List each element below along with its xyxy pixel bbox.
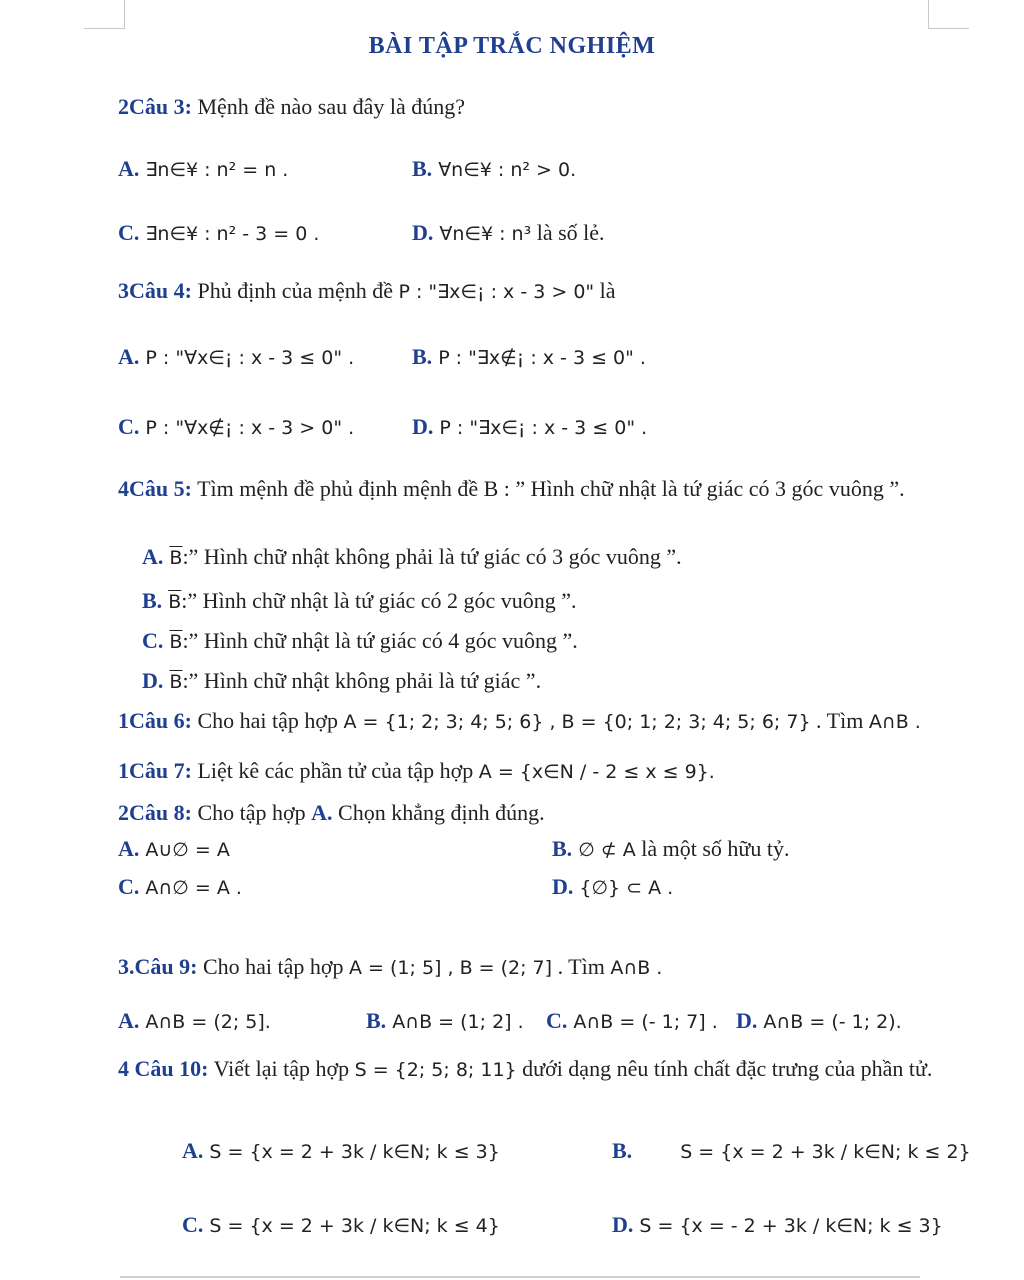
question-6-number: 1Câu 6: [118,708,192,733]
q3-option-d-text: là số lẻ. [536,220,605,245]
option-label: B. [412,344,433,369]
page-bottom-rule [120,1276,920,1278]
option-label: C. [546,1008,568,1033]
question-10-math: S = {2; 5; 8; 11} [354,1059,517,1081]
crop-mark-right [928,0,969,29]
option-label: D. [736,1008,758,1033]
question-4-tail: là [599,278,616,303]
q10-option-c-text: S = {x = 2 + 3k / k∈N; k ≤ 4} [209,1215,500,1237]
q3-option-a-text: ∃n∈¥ : n² = n . [145,159,289,181]
question-9 [118,956,662,978]
q9-option-b-text: A∩B = (1; 2] . [392,1011,524,1033]
question-6-text: Cho hai tập hợp [197,708,339,733]
q9-option-b [366,1010,524,1032]
question-4-number: 3Câu 4: [118,278,192,303]
question-4 [118,280,616,302]
q3-option-c [118,222,319,244]
option-label: A. [182,1138,204,1163]
q4-option-a-text: P : "∀x∈¡ : x - 3 ≤ 0" . [145,347,355,369]
q5-option-b [142,590,577,612]
q4-option-c-text: P : "∀x∉¡ : x - 3 > 0" . [145,417,355,439]
q10-option-d [612,1214,943,1236]
question-4-math: P : "∃x∈¡ : x - 3 > 0" [398,281,595,303]
option-label: C. [118,220,140,245]
q10-option-d-text: S = {x = - 2 + 3k / k∈N; k ≤ 3} [639,1215,943,1237]
question-6-tail: . Tìm [816,708,864,733]
b-bar-symbol: $\overline{B}$ [169,547,183,569]
question-7-text: Liệt kê các phần tử của tập hợp [197,758,474,783]
q9-option-c-text: A∩B = (- 1; 7] . [573,1011,718,1033]
option-label: B. [552,836,573,861]
question-3 [118,96,465,118]
q5-option-c-text: :” Hình chữ nhật là tứ giác có 4 góc vuông ”. [182,628,578,653]
option-label: D. [552,874,574,899]
q4-option-b [412,346,646,368]
b-bar-symbol: $\overline{B}$ [169,671,183,693]
q8-option-a-text: A∪∅ = A [145,839,230,861]
q8-option-b [552,838,789,860]
option-label: B. [142,588,163,613]
question-10-number: 4 Câu 10: [118,1056,209,1081]
question-3-text: Mệnh đề nào sau đây là đúng? [197,94,466,119]
question-8-text: Cho tập hợp [197,800,306,825]
question-6-tail-math: A∩B . [868,711,921,733]
q5-option-d [142,670,541,692]
q4-option-d-text: P : "∃x∈¡ : x - 3 ≤ 0" . [439,417,648,439]
question-7 [118,760,715,782]
q9-option-d [736,1010,902,1032]
question-9-number: 3.Câu 9: [118,954,198,979]
q9-option-a-text: A∩B = (2; 5]. [145,1011,271,1033]
q10-option-b [612,1140,971,1162]
question-6 [118,710,921,732]
q10-option-c [182,1214,500,1236]
option-label: D. [612,1212,634,1237]
q5-option-d-text: :” Hình chữ nhật không phải là tứ giác ”. [182,668,542,693]
q4-option-d [412,416,647,438]
question-8 [118,802,545,824]
q10-option-b-text: S = {x = 2 + 3k / k∈N; k ≤ 2} [680,1141,971,1163]
page-title: BÀI TẬP TRẮC NGHIỆM [368,33,656,59]
option-label: D. [412,414,434,439]
question-5-number: 4Câu 5: [118,476,192,501]
option-label: D. [142,668,164,693]
question-9-math: A = (1; 5] , B = (2; 7] [349,957,553,979]
q4-option-c [118,416,354,438]
option-label: D. [412,220,434,245]
question-8-set-a: A. [311,800,333,825]
option-label: A. [118,344,140,369]
option-label: C. [118,874,140,899]
q3-option-b-text: ∀n∈¥ : n² > 0. [438,159,577,181]
b-bar-symbol: $\overline{B}$ [168,591,182,613]
b-bar-symbol: $\overline{B}$ [169,631,183,653]
q8-option-d [552,876,673,898]
question-5 [118,474,938,504]
question-9-tail: . Tìm [557,954,605,979]
q5-option-b-text: :” Hình chữ nhật là tứ giác có 2 góc vuông ”. [181,588,577,613]
question-6-math: A = {1; 2; 3; 4; 5; 6} , B = {0; 1; 2; 3; 4; 5; 6; 7} [343,711,811,733]
q9-option-c [546,1010,718,1032]
question-8-text-2: Chọn khẳng định đúng. [338,800,545,825]
option-label: C. [118,414,140,439]
q8-option-d-text: {∅} ⊂ A . [579,877,674,899]
q9-option-d-text: A∩B = (- 1; 2). [763,1011,902,1033]
q8-option-c [118,876,242,898]
question-7-math: A = {x∈N / - 2 ≤ x ≤ 9}. [478,761,715,783]
q3-option-d-math: ∀n∈¥ : n³ [439,223,532,245]
q4-option-b-text: P : "∃x∉¡ : x - 3 ≤ 0" . [438,347,646,369]
q8-option-c-text: A∩∅ = A . [145,877,242,899]
q5-option-a [142,546,682,568]
q3-option-a [118,158,288,180]
q8-option-a [118,838,230,860]
option-label: A. [118,156,140,181]
question-10 [118,1054,938,1084]
option-label: C. [182,1212,204,1237]
question-10-text-before: Viết lại tập hợp [213,1056,350,1081]
question-9-text: Cho hai tập hợp [202,954,344,979]
q3-option-b [412,158,576,180]
question-10-text-after: dưới dạng nêu tính chất đặc trưng của phần tử. [522,1056,933,1081]
option-label: B. [366,1008,387,1033]
question-5-text: Tìm mệnh đề phủ định mệnh đề B : ” Hình chữ nhật là tứ giác có 3 góc vuông ”. [197,476,905,501]
crop-mark-left [84,0,125,29]
q10-option-a [182,1140,500,1162]
option-label: B. [412,156,433,181]
q4-option-a [118,346,354,368]
q3-option-d [412,222,605,244]
q5-option-c [142,630,578,652]
q8-option-b-text: là một số hữu tỷ. [641,836,790,861]
q8-option-b-math: ∅ ⊄ A [578,839,636,861]
option-label: A. [118,1008,140,1033]
q3-option-c-text: ∃n∈¥ : n² - 3 = 0 . [145,223,320,245]
q5-option-a-text: :” Hình chữ nhật không phải là tứ giác có 3 góc vuông ”. [182,544,682,569]
question-4-text: Phủ định của mệnh đề [197,278,393,303]
question-9-tail-math: A∩B . [610,957,663,979]
q9-option-a [118,1010,271,1032]
option-label: A. [118,836,140,861]
q10-option-a-text: S = {x = 2 + 3k / k∈N; k ≤ 3} [209,1141,500,1163]
option-label: B. [612,1138,633,1163]
option-label: C. [142,628,164,653]
question-8-number: 2Câu 8: [118,800,192,825]
question-7-number: 1Câu 7: [118,758,192,783]
question-3-number: 2Câu 3: [118,94,192,119]
option-label: A. [142,544,164,569]
